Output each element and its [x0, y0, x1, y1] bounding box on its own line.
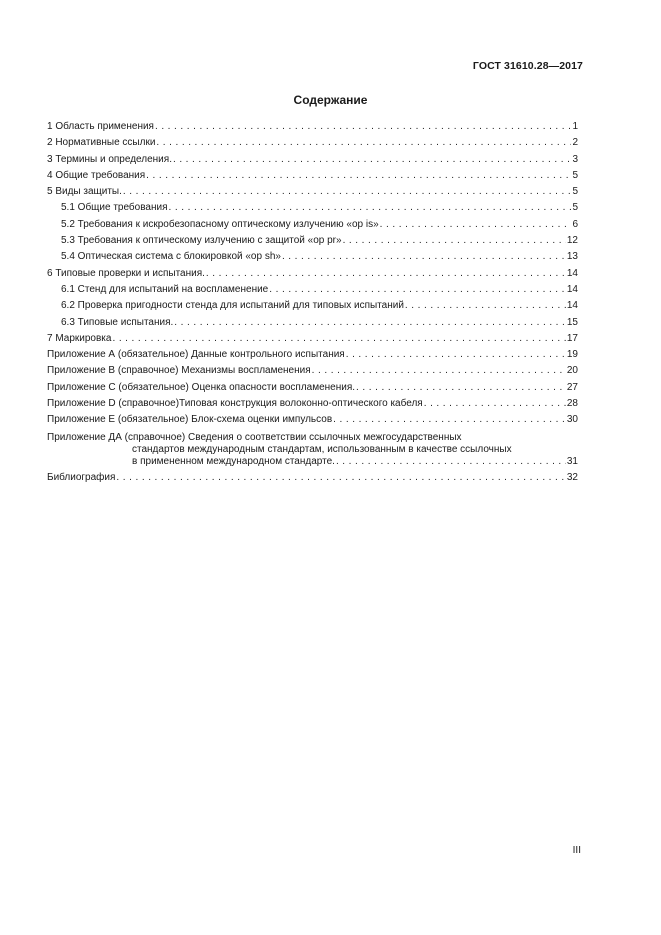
toc-entry-annex-d[interactable] — [47, 396, 578, 412]
toc-entry-5[interactable] — [47, 184, 578, 200]
toc-leader-dots — [346, 347, 566, 363]
toc-entry-text: 4 Общие требования — [47, 169, 146, 181]
toc-leader-dots — [169, 200, 572, 216]
toc-entry-1[interactable] — [47, 119, 578, 135]
toc-entry-text-continued: стандартов международным стандартам, использованным в качестве ссылочных — [132, 443, 512, 455]
toc-entry-4[interactable] — [47, 168, 578, 184]
toc-leader-dots — [269, 282, 566, 298]
toc-entry-text: Приложение А (обязательное) Данные контрольного испытания — [47, 349, 345, 361]
toc-entry-text-continued: в примененном международном стандарте. — [132, 455, 335, 467]
toc-entry-text: 6.2 Проверка пригодности стенда для испытаний для типовых испытаний — [61, 300, 404, 312]
toc-entry-text: 5.2 Требования к искробезопасному оптическому излучению «op is» — [61, 218, 379, 230]
toc-entry-page: 28 — [566, 398, 578, 410]
toc-entry-page: 14 — [566, 267, 578, 279]
toc-leader-dots — [312, 363, 566, 379]
toc-entry-page: 15 — [566, 316, 578, 328]
toc-entry-page: 2 — [572, 137, 578, 149]
toc-entry-page: 14 — [566, 300, 578, 312]
toc-entry-text: 6.3 Типовые испытания. — [61, 316, 174, 328]
toc-leader-dots — [174, 315, 566, 331]
toc-entry-page: 30 — [566, 414, 578, 426]
toc-entry-5-4[interactable] — [47, 249, 578, 265]
toc-entry-annex-e[interactable] — [47, 412, 578, 428]
toc-leader-dots — [112, 331, 565, 347]
toc-entry-bibliography[interactable] — [47, 470, 578, 486]
toc-entry-page: 1 — [572, 121, 578, 132]
toc-entry-page: 32 — [566, 471, 578, 483]
toc-entry-5-2[interactable] — [47, 217, 578, 233]
document-code: ГОСТ 31610.28—2017 — [472, 60, 583, 72]
toc-leader-dots — [356, 380, 566, 396]
toc-entry-2[interactable] — [47, 135, 578, 151]
toc-entry-5-1[interactable] — [47, 200, 578, 216]
toc-leader-dots — [333, 412, 566, 428]
toc-leader-dots — [155, 119, 571, 135]
toc-leader-dots — [156, 135, 571, 151]
toc-entry-text: Библиография — [47, 471, 116, 483]
toc-entry-text: Приложение С (обязательное) Оценка опасности воспламенения. — [47, 381, 356, 393]
toc-entry-text: 6 Типовые проверки и испытания. — [47, 267, 205, 279]
toc-leader-dots — [380, 217, 572, 233]
toc-entry-page: 6 — [572, 218, 578, 230]
toc-entry-page: 13 — [566, 251, 578, 263]
toc-entry-page: 5 — [572, 202, 578, 214]
toc-leader-dots — [336, 456, 566, 468]
toc-entry-text: 6.1 Стенд для испытаний на воспламенение — [61, 283, 269, 295]
toc-leader-dots — [123, 184, 572, 200]
toc-leader-dots — [424, 396, 566, 412]
toc-entry-5-3[interactable] — [47, 233, 578, 249]
page-title: Содержание — [293, 93, 368, 107]
toc-leader-dots — [282, 249, 566, 265]
toc-entry-page: 31 — [566, 455, 578, 467]
toc-entry-6-2[interactable] — [47, 298, 578, 314]
toc-entry-text: 7 Маркировка — [47, 332, 112, 344]
toc-leader-dots — [343, 233, 566, 249]
toc-entry-page: 17 — [566, 332, 578, 344]
toc-entry-text: Приложение В (справочное) Механизмы воспламенения — [47, 365, 311, 377]
toc-entry-annex-da[interactable] — [47, 432, 578, 468]
toc-entry-text: 5.1 Общие требования — [61, 202, 168, 214]
page-number: III — [572, 845, 581, 856]
toc-entry-page: 14 — [566, 283, 578, 295]
toc-leader-dots — [146, 168, 571, 184]
toc-leader-dots — [405, 298, 566, 314]
toc-entry-page: 5 — [572, 169, 578, 181]
toc-entry-page: 3 — [572, 153, 578, 165]
toc-entry-page: 20 — [566, 365, 578, 377]
toc-entry-page: 12 — [566, 235, 578, 247]
toc-entry-page: 5 — [572, 186, 578, 198]
toc-entry-annex-c[interactable] — [47, 380, 578, 396]
toc-leader-dots — [206, 266, 566, 282]
toc-leader-dots — [116, 470, 565, 486]
toc-entry-text: 2 Нормативные ссылки — [47, 137, 156, 149]
toc-entry-3[interactable] — [47, 152, 578, 168]
toc-entry-6[interactable] — [47, 266, 578, 282]
toc-entry-text: 1 Область применения — [47, 121, 154, 132]
toc-entry-annex-a[interactable] — [47, 347, 578, 363]
toc-entry-page: 27 — [566, 381, 578, 393]
toc-entry-text: Приложение Е (обязательное) Блок-схема оценки импульсов — [47, 414, 333, 426]
toc-entry-text: Приложение ДА (справочное) Сведения о соответствии ссылочных межгосударственных — [47, 431, 462, 443]
toc-entry-7[interactable] — [47, 331, 578, 347]
table-of-contents — [47, 119, 578, 486]
toc-entry-6-1[interactable] — [47, 282, 578, 298]
toc-leader-dots — [173, 152, 571, 168]
toc-entry-text: 5 Виды защиты. — [47, 186, 122, 198]
toc-entry-annex-b[interactable] — [47, 363, 578, 379]
toc-entry-text: Приложение D (справочное)Типовая конструкция волоконно-оптического кабеля — [47, 398, 423, 410]
toc-entry-page: 19 — [566, 349, 578, 361]
toc-entry-text: 5.4 Оптическая система с блокировкой «op sh» — [61, 251, 281, 263]
toc-entry-text: 5.3 Требования к оптическому излучению с защитой «op pr» — [61, 235, 342, 247]
toc-entry-text: 3 Термины и определения. — [47, 153, 172, 165]
toc-entry-6-3[interactable] — [47, 315, 578, 331]
